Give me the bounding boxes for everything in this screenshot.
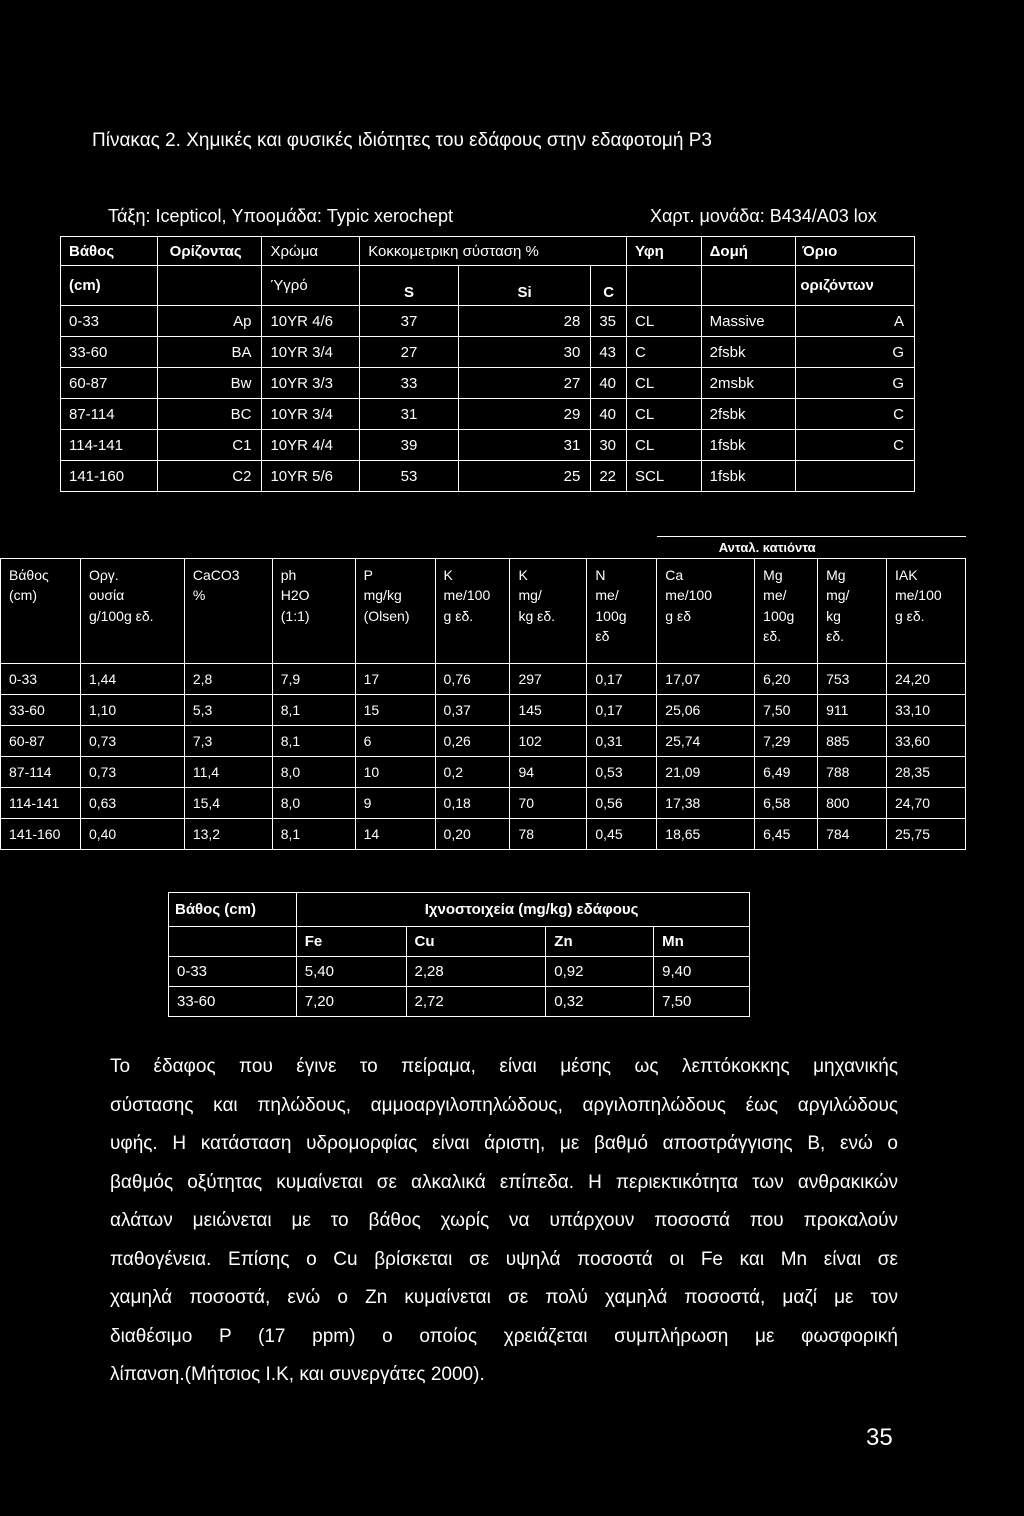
cell-mg1: 6,49 bbox=[755, 757, 818, 788]
cell-depth: 114-141 bbox=[61, 430, 158, 461]
cell-si: 28 bbox=[458, 306, 591, 337]
header-cu: Cu bbox=[406, 927, 546, 957]
cell-iak: 25,75 bbox=[886, 819, 965, 850]
cell-k2: 102 bbox=[510, 726, 587, 757]
header-depth bbox=[1, 559, 81, 664]
cell-iak: 28,35 bbox=[886, 757, 965, 788]
cell-mg1: 6,45 bbox=[755, 819, 818, 850]
cell-mg1: 6,58 bbox=[755, 788, 818, 819]
cell-mn: 9,40 bbox=[654, 957, 750, 987]
soil-profile-table bbox=[60, 236, 915, 492]
cell-k2: 94 bbox=[510, 757, 587, 788]
cell-na: 0,53 bbox=[587, 757, 657, 788]
cell-structure: 2fsbk bbox=[701, 337, 796, 368]
cell-s: 33 bbox=[360, 368, 459, 399]
cell-depth: 33-60 bbox=[1, 695, 81, 726]
cell-p: 6 bbox=[355, 726, 435, 757]
header-k1 bbox=[435, 559, 510, 664]
paragraph-line: αλάτων μειώνεται με το βάθος χωρίς να υπάρχουν ποσοστά που προκαλούν bbox=[110, 1210, 898, 1231]
classification-text: Τάξη: Icepticol, Υποομάδα: Typic xerochept bbox=[108, 206, 453, 226]
cell-texture: SCL bbox=[627, 461, 702, 492]
cell-structure: 2fsbk bbox=[701, 399, 796, 430]
header-k1-label: K me/100 g εδ. bbox=[443, 567, 491, 624]
chemical-properties-table bbox=[0, 536, 966, 850]
cell-iak: 24,20 bbox=[886, 664, 965, 695]
cell-k1: 0,37 bbox=[435, 695, 510, 726]
cell-k1: 0,26 bbox=[435, 726, 510, 757]
cell-mg2: 788 bbox=[818, 757, 887, 788]
header-texture-group: Κοκκομετρικη σύσταση % bbox=[360, 237, 627, 266]
header-zn: Zn bbox=[546, 927, 654, 957]
cell-horizon: Ap bbox=[157, 306, 262, 337]
cell-si: 27 bbox=[458, 368, 591, 399]
header-k2-label: K mg/ kg εδ. bbox=[518, 567, 556, 624]
header-na bbox=[587, 559, 657, 664]
cell-c: 30 bbox=[591, 430, 627, 461]
header-caco3-label: CaCO3 % bbox=[192, 567, 240, 604]
header-color-sub: Ύγρό bbox=[262, 266, 360, 306]
cell-structure: 1fsbk bbox=[701, 461, 796, 492]
header-depth: Βάθος bbox=[61, 237, 158, 266]
cell-cu: 2,72 bbox=[406, 987, 546, 1017]
cell-caco3: 11,4 bbox=[184, 757, 272, 788]
cell-color: 10YR 3/3 bbox=[262, 368, 360, 399]
cell-na: 0,17 bbox=[587, 695, 657, 726]
discussion-paragraph bbox=[110, 1048, 898, 1395]
cell-mg2: 784 bbox=[818, 819, 887, 850]
cell-iak: 33,60 bbox=[886, 726, 965, 757]
cell-mg2: 885 bbox=[818, 726, 887, 757]
cell-boundary: C bbox=[796, 399, 915, 430]
header-structure: Δομή bbox=[701, 237, 796, 266]
cell-si: 25 bbox=[458, 461, 591, 492]
header-p-label: P mg/kg (Olsen) bbox=[363, 567, 410, 624]
table-row bbox=[61, 306, 915, 337]
cell-ph: 7,9 bbox=[272, 664, 355, 695]
cell-depth: 33-60 bbox=[169, 987, 297, 1017]
paragraph-line: σύστασης και πηλώδους, αμμοαργιλοπηλώδους, αργιλοπηλώδους έως αργιλώδους bbox=[110, 1094, 898, 1116]
cell-org: 1,10 bbox=[80, 695, 184, 726]
trace-elements-table bbox=[168, 892, 750, 1017]
cell-k2: 70 bbox=[510, 788, 587, 819]
header-horizon: Ορίζοντας bbox=[157, 237, 262, 266]
cell-p: 15 bbox=[355, 695, 435, 726]
paragraph-line: υφής. Η κατάσταση υδρομορφίας είναι άριστη, με βαθμό αποστράγγισης Β, ενώ ο bbox=[110, 1133, 898, 1154]
cell-depth: 60-87 bbox=[1, 726, 81, 757]
cell-boundary bbox=[796, 461, 915, 492]
cell-k2: 297 bbox=[510, 664, 587, 695]
cell-caco3: 2,8 bbox=[184, 664, 272, 695]
header-c: C bbox=[591, 266, 627, 306]
paragraph-line: βαθμός οξύτητας κυμαίνεται σε αλκαλικά επίπεδα. Η περιεκτικότητα των ανθρακικών bbox=[110, 1171, 898, 1193]
cell-c: 43 bbox=[591, 337, 627, 368]
page-title: Πίνακας 2. Χημικές και φυσικές ιδιότητες του εδάφους στην εδαφοτομή Ρ3 bbox=[92, 130, 712, 151]
cell-caco3: 7,3 bbox=[184, 726, 272, 757]
header-ph-label: ph H2O (1:1) bbox=[280, 567, 310, 624]
cell-boundary: G bbox=[796, 368, 915, 399]
table-row bbox=[1, 664, 966, 695]
header-ca-label: Ca me/100 g εδ bbox=[665, 567, 712, 624]
table-row bbox=[169, 987, 750, 1017]
map-unit-text: Χαρτ. μονάδα: B434/A03 lox bbox=[650, 206, 877, 226]
cell-structure: 2msbk bbox=[701, 368, 796, 399]
cell-ph: 8,0 bbox=[272, 757, 355, 788]
header-ph bbox=[272, 559, 355, 664]
cell-si: 29 bbox=[458, 399, 591, 430]
cell-texture: C bbox=[627, 337, 702, 368]
cell-depth: 114-141 bbox=[1, 788, 81, 819]
table-row bbox=[1, 819, 966, 850]
cell-org: 0,73 bbox=[80, 726, 184, 757]
cell-k1: 0,76 bbox=[435, 664, 510, 695]
page-number: 35 bbox=[866, 1424, 893, 1451]
cell-depth: 60-87 bbox=[61, 368, 158, 399]
header-horizon-blank bbox=[157, 266, 262, 306]
cell-depth: 87-114 bbox=[1, 757, 81, 788]
header-na-label: N me/ 100g εδ bbox=[595, 567, 627, 644]
header-depth: Βάθος (cm) bbox=[169, 893, 297, 927]
cell-mg2: 911 bbox=[818, 695, 887, 726]
header-mg2-label: Mg mg/ kg εδ. bbox=[826, 567, 850, 644]
paragraph-line: παθογένεια. Επίσης ο Cu βρίσκεται σε υψηλά ποσοστά οι Fe και Mn είναι σε bbox=[110, 1248, 898, 1270]
header-trace-group: Ιχνοστοιχεία (mg/kg) εδάφους bbox=[296, 893, 749, 927]
cell-s: 31 bbox=[360, 399, 459, 430]
cell-na: 0,17 bbox=[587, 664, 657, 695]
header-org-label: Οργ. ουσία g/100g εδ. bbox=[88, 567, 154, 624]
cell-s: 53 bbox=[360, 461, 459, 492]
cell-mn: 7,50 bbox=[654, 987, 750, 1017]
header-iak-label: IAK me/100 g εδ. bbox=[894, 567, 942, 624]
header-depth-blank bbox=[169, 927, 297, 957]
header-ca bbox=[657, 559, 755, 664]
cell-depth: 0-33 bbox=[169, 957, 297, 987]
cell-mg2: 800 bbox=[818, 788, 887, 819]
cell-color: 10YR 5/6 bbox=[262, 461, 360, 492]
cell-mg2: 753 bbox=[818, 664, 887, 695]
cell-si: 31 bbox=[458, 430, 591, 461]
table-row bbox=[1, 695, 966, 726]
cell-texture: CL bbox=[627, 430, 702, 461]
cell-horizon: BA bbox=[157, 337, 262, 368]
header-iak bbox=[886, 559, 965, 664]
cell-ca: 21,09 bbox=[657, 757, 755, 788]
cell-c: 35 bbox=[591, 306, 627, 337]
cell-p: 10 bbox=[355, 757, 435, 788]
cell-ph: 8,1 bbox=[272, 695, 355, 726]
header-cation-group: Ανταλ. κατιόντα bbox=[657, 537, 966, 559]
table-row bbox=[61, 430, 915, 461]
cell-boundary: C bbox=[796, 430, 915, 461]
cell-depth: 141-160 bbox=[61, 461, 158, 492]
cell-na: 0,31 bbox=[587, 726, 657, 757]
table-row bbox=[1, 788, 966, 819]
cell-k1: 0,2 bbox=[435, 757, 510, 788]
cell-ph: 8,0 bbox=[272, 788, 355, 819]
cell-texture: CL bbox=[627, 399, 702, 430]
table-row bbox=[61, 368, 915, 399]
paragraph-line: διαθέσιμο P (17 ppm) ο οποίος χρειάζεται συμπλήρωση με φωσφορική bbox=[110, 1325, 898, 1347]
table-row bbox=[1, 757, 966, 788]
table-row bbox=[169, 957, 750, 987]
cell-horizon: C1 bbox=[157, 430, 262, 461]
cell-horizon: Bw bbox=[157, 368, 262, 399]
header-structure-blank bbox=[701, 266, 796, 306]
cell-structure: 1fsbk bbox=[701, 430, 796, 461]
header-mg2 bbox=[818, 559, 887, 664]
cell-ca: 17,07 bbox=[657, 664, 755, 695]
header-mg1 bbox=[755, 559, 818, 664]
cell-boundary: G bbox=[796, 337, 915, 368]
cell-c: 40 bbox=[591, 399, 627, 430]
header-mn: Mn bbox=[654, 927, 750, 957]
cell-zn: 0,32 bbox=[546, 987, 654, 1017]
table-row bbox=[61, 461, 915, 492]
cell-caco3: 15,4 bbox=[184, 788, 272, 819]
cell-depth: 141-160 bbox=[1, 819, 81, 850]
table-row bbox=[61, 337, 915, 368]
cell-fe: 5,40 bbox=[296, 957, 406, 987]
cell-color: 10YR 3/4 bbox=[262, 337, 360, 368]
cell-c: 22 bbox=[591, 461, 627, 492]
paragraph-line: Το έδαφος που έγινε το πείραμα, είναι μέσης ως λεπτόκοκκης μηχανικής bbox=[110, 1056, 898, 1077]
header-texture-blank bbox=[627, 266, 702, 306]
cell-texture: CL bbox=[627, 368, 702, 399]
cell-org: 0,63 bbox=[80, 788, 184, 819]
cell-depth: 33-60 bbox=[61, 337, 158, 368]
cell-mg1: 7,29 bbox=[755, 726, 818, 757]
header-org bbox=[80, 559, 184, 664]
table-row bbox=[1, 726, 966, 757]
cell-caco3: 13,2 bbox=[184, 819, 272, 850]
cell-k1: 0,18 bbox=[435, 788, 510, 819]
cell-p: 17 bbox=[355, 664, 435, 695]
header-si: Si bbox=[458, 266, 591, 306]
cell-na: 0,45 bbox=[587, 819, 657, 850]
cell-color: 10YR 4/6 bbox=[262, 306, 360, 337]
cell-texture: CL bbox=[627, 306, 702, 337]
cell-ca: 25,74 bbox=[657, 726, 755, 757]
header-depth-unit: (cm) bbox=[61, 266, 158, 306]
cell-na: 0,56 bbox=[587, 788, 657, 819]
header-s: S bbox=[360, 266, 459, 306]
cell-ca: 17,38 bbox=[657, 788, 755, 819]
header-p bbox=[355, 559, 435, 664]
cell-ca: 25,06 bbox=[657, 695, 755, 726]
cell-c: 40 bbox=[591, 368, 627, 399]
cell-p: 9 bbox=[355, 788, 435, 819]
paragraph-line: λίπανση.(Μήτσιος Ι.Κ, και συνεργάτες 2000). bbox=[110, 1364, 485, 1385]
cell-s: 27 bbox=[360, 337, 459, 368]
header-boundary-sub: οριζόντων bbox=[796, 266, 915, 306]
cell-k2: 78 bbox=[510, 819, 587, 850]
cell-k1: 0,20 bbox=[435, 819, 510, 850]
header-texture: Υφη bbox=[627, 237, 702, 266]
cell-iak: 33,10 bbox=[886, 695, 965, 726]
cell-mg1: 7,50 bbox=[755, 695, 818, 726]
cell-horizon: C2 bbox=[157, 461, 262, 492]
header-caco3 bbox=[184, 559, 272, 664]
cell-ca: 18,65 bbox=[657, 819, 755, 850]
cell-horizon: BC bbox=[157, 399, 262, 430]
cell-ph: 8,1 bbox=[272, 819, 355, 850]
cell-caco3: 5,3 bbox=[184, 695, 272, 726]
header-fe: Fe bbox=[296, 927, 406, 957]
cell-iak: 24,70 bbox=[886, 788, 965, 819]
cell-depth: 0-33 bbox=[61, 306, 158, 337]
cell-depth: 0-33 bbox=[1, 664, 81, 695]
cell-zn: 0,92 bbox=[546, 957, 654, 987]
cell-s: 37 bbox=[360, 306, 459, 337]
cell-depth: 87-114 bbox=[61, 399, 158, 430]
header-k2 bbox=[510, 559, 587, 664]
cell-p: 14 bbox=[355, 819, 435, 850]
cell-s: 39 bbox=[360, 430, 459, 461]
cell-mg1: 6,20 bbox=[755, 664, 818, 695]
cell-structure: Massive bbox=[701, 306, 796, 337]
header-boundary: Όριο bbox=[796, 237, 915, 266]
header-color: Χρώμα bbox=[262, 237, 360, 266]
paragraph-line: χαμηλά ποσοστά, ενώ ο Zn κυμαίνεται σε πολύ χαμηλά ποσοστά, μαζί με τον bbox=[110, 1287, 898, 1308]
cell-org: 1,44 bbox=[80, 664, 184, 695]
cell-ph: 8,1 bbox=[272, 726, 355, 757]
cell-fe: 7,20 bbox=[296, 987, 406, 1017]
header-mg1-label: Mg me/ 100g εδ. bbox=[763, 567, 795, 644]
cell-color: 10YR 4/4 bbox=[262, 430, 360, 461]
cell-k2: 145 bbox=[510, 695, 587, 726]
table-row bbox=[61, 399, 915, 430]
cell-si: 30 bbox=[458, 337, 591, 368]
cell-cu: 2,28 bbox=[406, 957, 546, 987]
cell-boundary: A bbox=[796, 306, 915, 337]
cell-org: 0,73 bbox=[80, 757, 184, 788]
cell-org: 0,40 bbox=[80, 819, 184, 850]
cell-color: 10YR 3/4 bbox=[262, 399, 360, 430]
header-depth-label: Βάθος (cm) bbox=[9, 567, 49, 604]
